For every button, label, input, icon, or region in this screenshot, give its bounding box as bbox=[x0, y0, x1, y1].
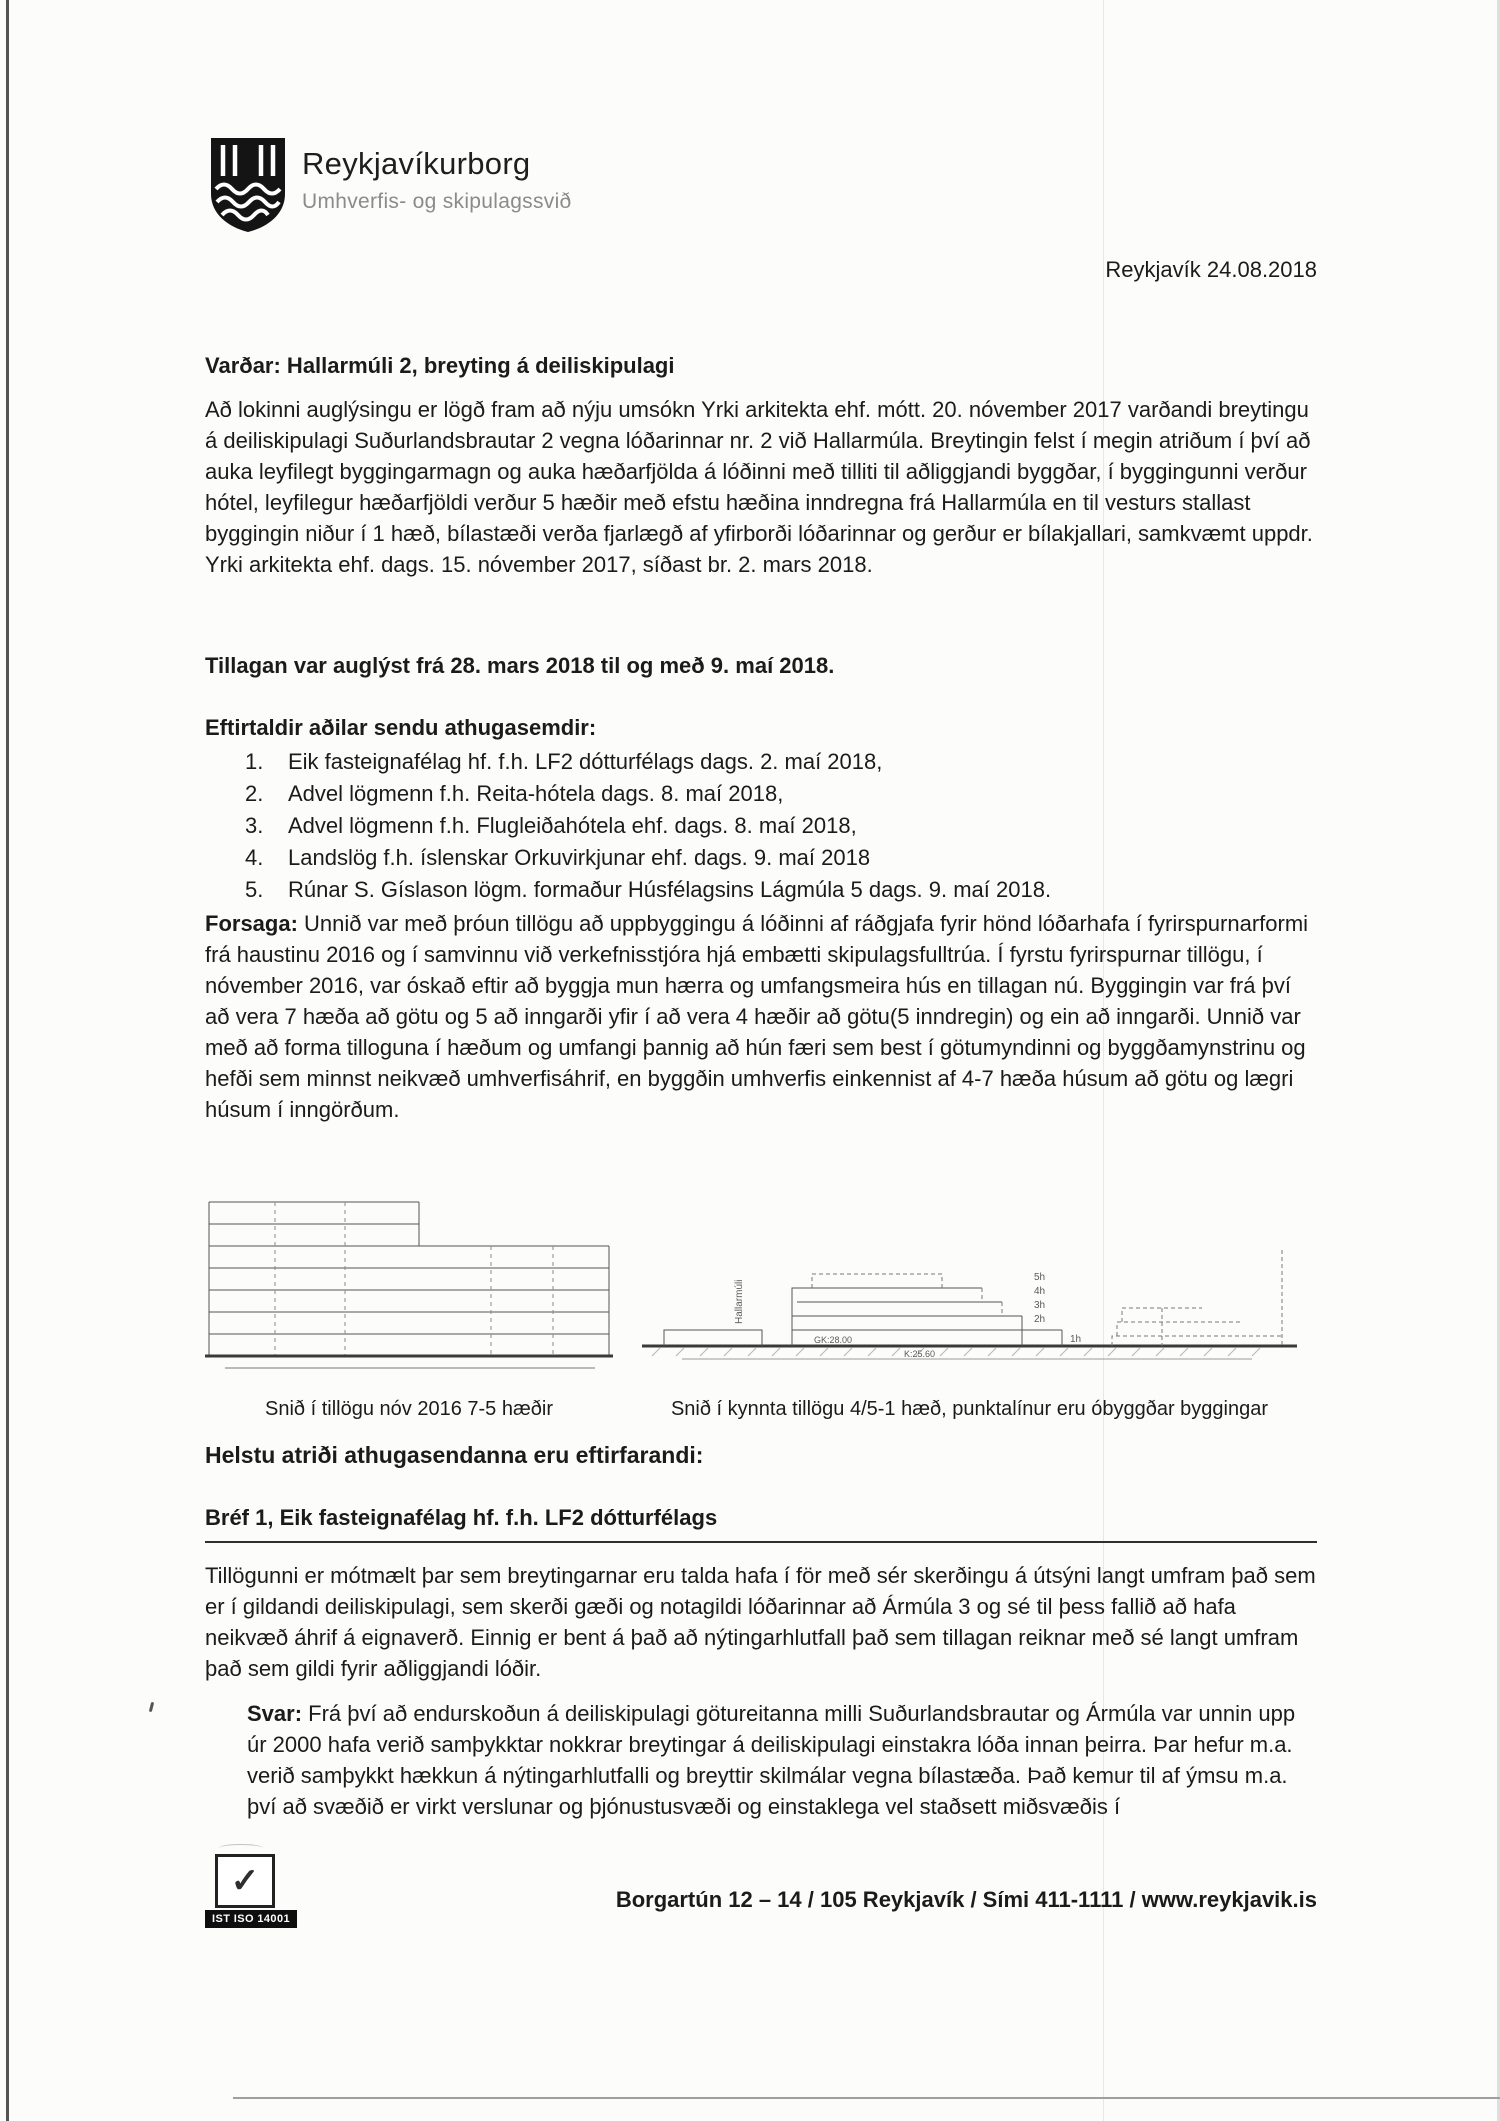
history-text: Unnið var með þróun tillögu að uppbyggingu á lóðinni af ráðgjafa fyrir hönd lóðarhafa í fyrirspurnarformi frá haustinu 2016 og í samvinnu við verkefnisstjóra hjá embætti skipulagsfulltrúa. Í fyrstu fyrirspurnar tillögu, í nóvember 2016, var óskað eftir að byggja mun hærra og umfangsmeira hús en tillagan nú. Byggingin var frá því að vera 7 hæða að götu og 5 að inngarði yfir í að vera 4 hæðir að götu(5 inndregin) og ein að inngarði. Unnið var með að forma tilloguna í hæðum og umfangi þannig að hún færi sem best í götumyndinni og byggðamynstrinu og hefði sem minnst neikvæð umhverfisáhrif, en byggðin umhverfis einkennist af 4-7 hæða húsum að götu og lægri húsum í inngörðum. bbox=[205, 911, 1309, 1122]
iso-mark-fine-print bbox=[219, 1844, 263, 1852]
scan-artifact-left-edge-line bbox=[6, 0, 9, 2121]
list-item-number: 1. bbox=[245, 749, 264, 774]
list-item bbox=[245, 842, 1317, 874]
figure-caption-right: Snið í kynnta tillögu 4/5-1 hæð, punktalínur eru óbyggðar byggingar bbox=[670, 1398, 1269, 1420]
list-item-text: Rúnar S. Gíslason lögm. formaður Húsfélagsins Lágmúla 5 dags. 9. maí 2018. bbox=[288, 877, 1052, 902]
commenters-list bbox=[245, 746, 1317, 906]
history-paragraph bbox=[205, 908, 1317, 1125]
reykjavik-coat-of-arms-logo bbox=[208, 136, 288, 234]
list-item bbox=[245, 810, 1317, 842]
organization-name: Reykjavíkurborg bbox=[302, 146, 531, 181]
figure-street-label: Hallarmúli bbox=[734, 1279, 745, 1324]
advertised-period-line: Tillagan var auglýst frá 28. mars 2018 til og með 9. maí 2018. bbox=[205, 653, 835, 678]
list-item-text: Eik fasteignafélag hf. f.h. LF2 dótturfélags dags. 2. maí 2018, bbox=[288, 749, 883, 774]
subject-line: Varðar: Hallarmúli 2, breyting á deiliskipulagi bbox=[205, 353, 675, 378]
list-item-text: Advel lögmenn f.h. Reita-hótela dags. 8. maí 2018, bbox=[288, 781, 784, 806]
list-item bbox=[245, 746, 1317, 778]
figure-caption-left: Snið í tillögu nóv 2016 7-5 hæðir bbox=[265, 1398, 553, 1420]
figure-elevation-gk: GK:28.00 bbox=[814, 1335, 853, 1345]
list-item-number: 4. bbox=[245, 845, 264, 870]
scan-artifact-speck bbox=[149, 1702, 154, 1712]
list-item bbox=[245, 874, 1317, 906]
answer-text: Frá því að endurskoðun á deiliskipulagi götureitanna milli Suðurlandsbrautar og Ármúla var unnin upp úr 2000 hafa verið samþykktar nokkrar breytingar á deiliskipulagi einstakra lóða innan þeirra. Þar hefur m.a. verið samþykkt hækkun á nýtingarhlutfalli og breyttir skilmálar vegna bílastæða. Það kemur til af ýmsu m.a. því að svæðið er virkt verslunar og þjónustusvæði og einstaklega vel staðsett miðsvæðis í bbox=[247, 1701, 1296, 1819]
figure-floor-label: 5h bbox=[1034, 1272, 1046, 1283]
main-points-heading: Helstu atriði athugasendanna eru eftirfarandi: bbox=[205, 1442, 704, 1468]
footer-address-line: Borgartún 12 – 14 / 105 Reykjavík / Sími 411-1111 / www.reykjavik.is bbox=[615, 1887, 1317, 1912]
figure-floor-label: 4h bbox=[1034, 1286, 1046, 1297]
list-item bbox=[245, 778, 1317, 810]
list-item-number: 3. bbox=[245, 813, 264, 838]
figure-floor-label: 2h bbox=[1034, 1314, 1046, 1325]
figure-elevation-k: K:25.60 bbox=[904, 1349, 936, 1359]
comments-heading: Eftirtaldir aðilar sendu athugasemdir: bbox=[205, 715, 597, 740]
list-item-number: 2. bbox=[245, 781, 264, 806]
figure-floor-label: 1h bbox=[1070, 1334, 1082, 1345]
letter-date: Reykjavík 24.08.2018 bbox=[1105, 257, 1317, 282]
organization-department: Umhverfis- og skipulagssvið bbox=[302, 190, 572, 213]
iso-mark-label: IST ISO 14001 bbox=[205, 1910, 297, 1928]
answer-label: Svar: bbox=[247, 1701, 303, 1726]
section-drawing-presented-proposal bbox=[642, 1238, 1297, 1384]
list-item-number: 5. bbox=[245, 877, 264, 902]
figure-floor-label: 3h bbox=[1034, 1300, 1046, 1311]
list-item-text: Landslög f.h. íslenskar Orkuvirkjunar ehf. dags. 9. maí 2018 bbox=[288, 845, 871, 870]
intro-paragraph: Að lokinni auglýsingu er lögð fram að nýju umsókn Yrki arkitekta ehf. mótt. 20. nóvember 2017 varðandi breytingu á deiliskipulagi Suðurlandsbrautar 2 vegna lóðarinnar nr. 2 við Hallarmúla. Breytingin felst í megin atriðum í því að auka leyfilegt byggingarmagn og auka hæðarfjölda á lóðinni með tilliti til aðliggjandi byggðar, í byggingunni verður hótel, leyfilegur hæðarfjöldi verður 5 hæðir með efstu hæðina inndregna frá Hallarmúla en til vesturs stallast byggingin niður í 1 hæð, bílastæði verða fjarlægð af yfirborði lóðarinnar og gerður er bílakjallari, samkvæmt uppdr. Yrki arkitekta ehf. dags. 15. nóvember 2017, síðast br. 2. mars 2018. bbox=[205, 397, 1313, 577]
letter1-objection-paragraph: Tillögunni er mótmælt þar sem breytingarnar eru talda hafa í för með sér skerðingu á útsýni langt umfram það sem er í gildandi deiliskipulagi, sem skerði gæði og notagildi lóðarinnar að Ármúla 3 og sé til þess fallið að hafa neikvæð áhrif á eignaverð. Einnig er bent á það að nýtingarhlutfall það sem tillagan reiknar með sé langt umfram það sem gildi fyrir aðliggjandi lóðir. bbox=[205, 1563, 1316, 1681]
checkmark-icon: ✓ bbox=[230, 1862, 260, 1900]
letter1-heading: Bréf 1, Eik fasteignafélag hf. f.h. LF2 dótturfélags bbox=[205, 1502, 1317, 1543]
answer-paragraph bbox=[247, 1698, 1315, 1822]
section-drawing-2016-proposal bbox=[205, 1192, 613, 1384]
scan-artifact-bottom-line bbox=[233, 2097, 1500, 2099]
list-item-text: Advel lögmenn f.h. Flugleiðahótela ehf. dags. 8. maí 2018, bbox=[288, 813, 857, 838]
history-label: Forsaga: bbox=[205, 911, 298, 936]
